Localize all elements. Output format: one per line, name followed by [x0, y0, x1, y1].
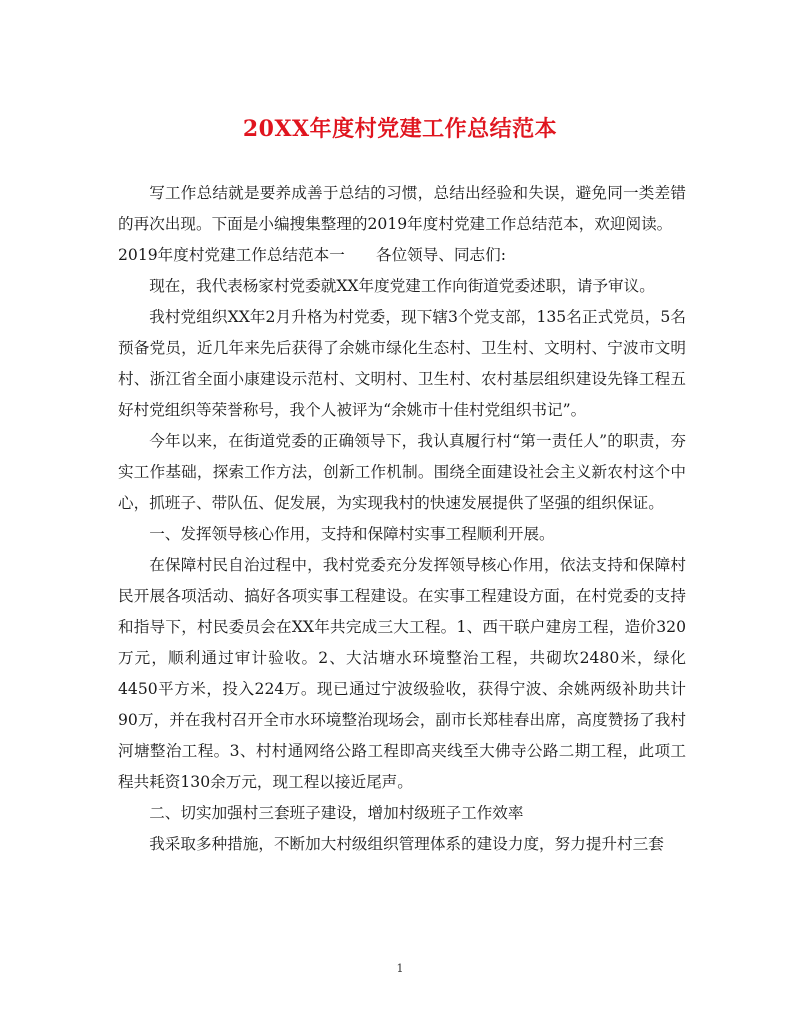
body-paragraph: 现在，我代表杨家村党委就XX年度党建工作向街道党委述职，请予审议。 [149, 277, 655, 295]
body-paragraph: 我采取多种措施，不断加大村级组织管理体系的建设力度，努力提升村三套 [149, 835, 664, 853]
body-paragraph: 今年以来，在街道党委的正确领导下，我认真履行村“第一责任人”的职责，夯实工作基础，探索工作方法，创新工作机制。围绕全面建设社会主义新农村这个中心，抓班子、带队伍、促发展，为实现我村的快速发展提供了坚强的组织保证。 [118, 432, 686, 512]
intro-paragraph: 写工作总结就是要养成善于总结的习惯，总结出经验和失误，避免同一类差错的再次出现。下面是小编搜集整理的2019年度村党建工作总结范本，欢迎阅读。 [118, 184, 686, 233]
subheading: 二、切实加强村三套班子建设，增加村级班子工作效率 [149, 804, 524, 822]
body-paragraph: 我村党组织XX年2月升格为村党委，现下辖3个党支部，135名正式党员，5名预备党员，近几年来先后获得了余姚市绿化生态村、卫生村、文明村、宁波市文明村、浙江省全面小康建设示范村、文明村、卫生村、农村基层组织建设先锋工程五好村党组织等荣誉称号，我个人被评为“余姚市十佳村党组织书记”。 [118, 308, 686, 419]
body-paragraph: 在保障村民自治过程中，我村党委充分发挥领导核心作用，依法支持和保障村民开展各项活动、搞好各项实事工程建设。在实事工程建设方面，在村党委的支持和指导下，村民委员会在XX年共完成三大工程。1、西干联户建房工程，造价320万元，顺利通过审计验收。2、大沽塘水环境整治工程，共砌坎2480米，绿化4450平方米，投入224万。现已通过宁波级验收，获得宁波、余姚两级补助共计90万，并在我村召开全市水环境整治现场会，副市长郑桂春出席，高度赞扬了我村河塘整治工程。3、村村通网络公路工程即高夹线至大佛寺公路二期工程，此项工程共耗资130余万元，现工程以接近尾声。 [118, 556, 686, 791]
section-heading-line: 2019年度村党建工作总结范本一 各位领导、同志们: [118, 246, 507, 264]
document-title: 20XX年度村党建工作总结范本 [242, 116, 558, 142]
subheading: 一、发挥领导核心作用，支持和保障村实事工程顺利开展。 [149, 525, 555, 543]
document-body [118, 178, 686, 860]
page-number: 1 [396, 962, 404, 975]
